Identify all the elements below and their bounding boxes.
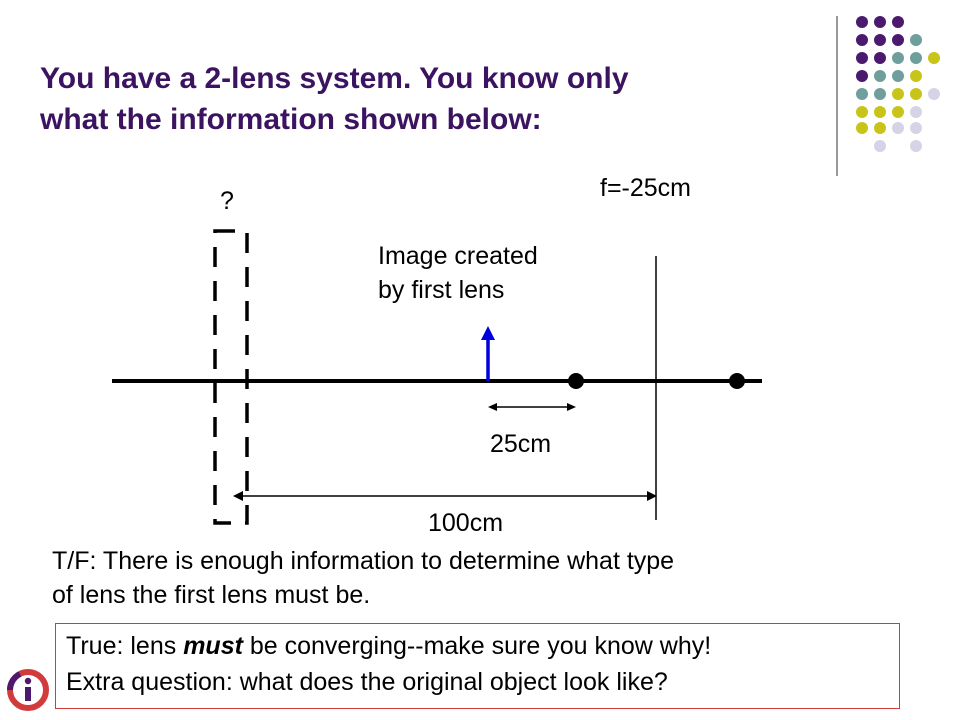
question-text [52,544,892,612]
deco-dot [910,88,922,100]
answer-suffix: be converging--make sure you know why! [242,632,712,660]
answer-line-2: Extra question: what does the original object look like? [66,668,668,696]
deco-dot [856,106,868,118]
deco-dot [892,122,904,134]
image-arrow-head [481,326,495,340]
deco-dot [874,52,886,64]
unknown-lens-label: ? [220,187,234,215]
slide-title [40,58,820,140]
deco-dot [892,88,904,100]
deco-dot [892,70,904,82]
deco-dot [892,52,904,64]
deco-dot [856,88,868,100]
deco-dot [856,34,868,46]
deco-dot [892,16,904,28]
dimension-25cm-left-head [488,403,497,411]
image-label-line-2: by first lens [378,276,505,304]
deco-dot [874,16,886,28]
distance-25cm-label: 25cm [490,430,552,458]
title-line-2: what the information shown below: [40,103,542,136]
decorative-dot-grid [856,16,940,152]
deco-dot [928,88,940,100]
question-line-1: T/F: There is enough information to determine what type [52,547,675,575]
deco-dot [874,122,886,134]
deco-dot [928,52,940,64]
dimension-100cm-left-head [233,491,243,501]
deco-dot [856,16,868,28]
deco-dot [856,122,868,134]
dimension-25cm-right-head [567,403,576,411]
distance-100cm-label: 100cm [428,509,504,537]
deco-dot [910,34,922,46]
answer-line-1 [66,628,889,664]
question-line-2: of lens the first lens must be. [52,581,371,609]
deco-dot [856,70,868,82]
deco-dot [910,140,922,152]
image-label-line-1: Image created [378,242,538,270]
deco-dot [892,34,904,46]
answer-emphasis: must [183,632,243,660]
deco-dot [874,140,886,152]
second-lens-focal-label: f=-25cm [600,174,692,202]
deco-dot [874,106,886,118]
focal-point-near [568,373,584,389]
image-label [378,239,538,307]
deco-dot [910,70,922,82]
answer-box [55,623,900,709]
deco-dot [910,106,922,118]
deco-dot [910,52,922,64]
unknown-first-lens [215,231,247,523]
info-logo-icon [6,668,50,712]
deco-dot [874,34,886,46]
deco-dot [874,70,886,82]
focal-point-far [729,373,745,389]
deco-dot [874,88,886,100]
answer-prefix: True: lens [66,632,184,660]
deco-dot [856,52,868,64]
title-line-1: You have a 2-lens system. You know only [40,62,629,95]
deco-dot [910,122,922,134]
deco-dot [892,106,904,118]
